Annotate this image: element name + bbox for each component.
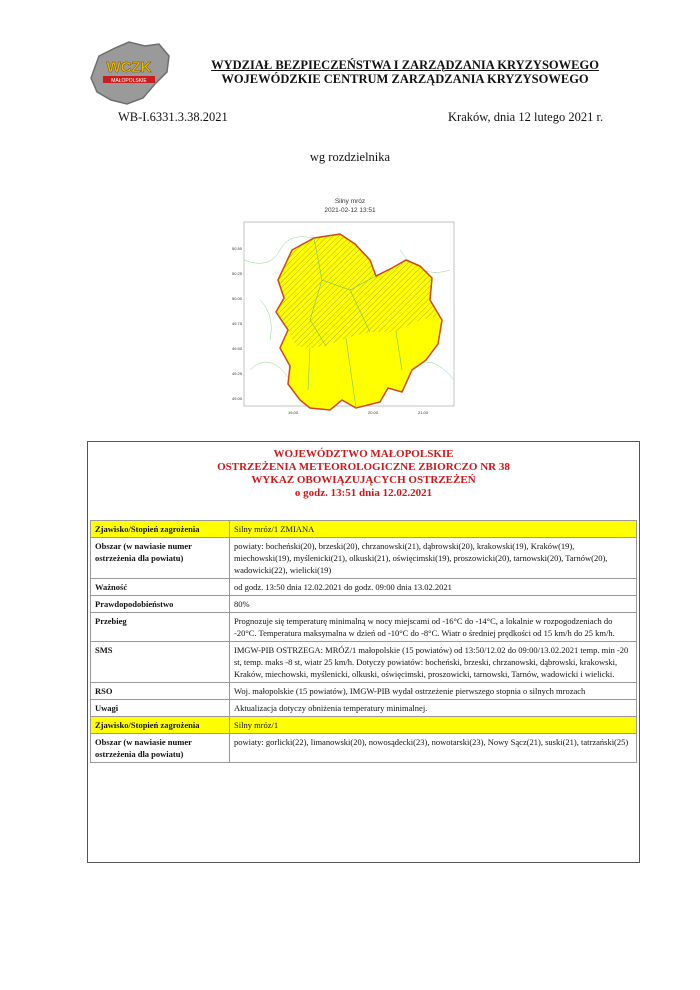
- row-value: Woj. małopolskie (15 powiatów), IMGW-PIB wydał ostrzeżenie pierwszego stopnia o silnych mrozach: [230, 683, 637, 700]
- reference-number: WB-I.6331.3.38.2021: [118, 110, 228, 124]
- row-key: SMS: [91, 642, 230, 683]
- table-row: [91, 700, 637, 717]
- box-title-4: o godz. 13:51 dnia 12.02.2021: [294, 487, 433, 499]
- table-row: [91, 613, 637, 642]
- row-value: 80%: [230, 596, 637, 613]
- logo-subtext: MAŁOPOLSKIE: [111, 78, 147, 84]
- table-row: [91, 538, 637, 579]
- row-key: Uwagi: [91, 700, 230, 717]
- logo-text: WCZK: [106, 59, 152, 76]
- y-tick: 50.25: [232, 271, 243, 276]
- y-tick: 50.50: [232, 246, 243, 251]
- row-value: powiaty: gorlicki(22), limanowski(20), nowosądecki(23), nowotarski(23), Nowy Sącz(21), suski(21), tatrzański(25): [230, 734, 637, 763]
- box-title-1: WOJEWÓDZTWO MAŁOPOLSKIE: [273, 448, 454, 460]
- table-row: [91, 734, 637, 763]
- y-tick: 49.25: [232, 371, 243, 376]
- row-key: RSO: [91, 683, 230, 700]
- y-tick: 49.00: [232, 396, 243, 401]
- row-value: Aktualizacja dotyczy obniżenia temperatury minimalnej.: [230, 700, 637, 717]
- row-key: Obszar (w nawiasie numer ostrzeżenia dla powiatu): [91, 734, 230, 763]
- place-date: Kraków, dnia 12 lutego 2021 r.: [448, 110, 604, 124]
- warnings-table: [90, 520, 637, 763]
- x-tick: 20.00: [368, 410, 379, 415]
- x-tick: 19.00: [288, 410, 299, 415]
- row-key: Prawdopodobieństwo: [91, 596, 230, 613]
- row-value: IMGW-PIB OSTRZEGA: MRÓZ/1 małopolskie (15 powiatów) od 13:50/12.02 do 09:00/13.02.2021 temp. min -20 st, temp. maks -8 st, wiatr 25 km/h. Dotyczy powiatów: bocheński, brzeski, chrzanowski, dąbrowski, krakowski, Kraków, miechowski, myślenicki, olkuski, oświęcimski, proszowicki, tarnowski, Tarnów, wadowicki i wielicki.: [230, 642, 637, 683]
- warning-box-header: [88, 442, 639, 520]
- box-title-2: OSTRZEŻENIA METEOROLOGICZNE ZBIORCZO NR 38: [217, 461, 510, 473]
- header-line-2: WOJEWÓDZKIE CENTRUM ZARZĄDZANIA KRYZYSOWEGO: [221, 72, 589, 86]
- row-key: Ważność: [91, 579, 230, 596]
- row-key: Obszar (w nawiasie numer ostrzeżenia dla powiatu): [91, 538, 230, 579]
- row-value: od godz. 13:50 dnia 12.02.2021 do godz. 09:00 dnia 13.02.2021: [230, 579, 637, 596]
- wczk-logo: [85, 38, 175, 108]
- y-tick: 49.50: [232, 346, 243, 351]
- map-timestamp: 2021-02-12 13:51: [324, 207, 376, 214]
- map-title: Silny mróz: [334, 198, 366, 205]
- row-key: Przebieg: [91, 613, 230, 642]
- y-tick: 50.00: [232, 296, 243, 301]
- table-row: [91, 683, 637, 700]
- row-key: Zjawisko/Stopień zagrożenia: [91, 521, 230, 538]
- distribution-note: wg rozdzielnika: [309, 150, 391, 164]
- x-tick: 21.00: [418, 410, 429, 415]
- y-tick: 49.75: [232, 321, 243, 326]
- box-title-3: WYKAZ OBOWIĄZUJĄCYCH OSTRZEŻEŃ: [251, 474, 476, 486]
- row-value: Prognozuje się temperaturę minimalną w nocy miejscami od -16°C do -14°C, a lokalnie w rozpogodzeniach do -20°C. Temperatura maksymalna w dzień od -10°C do -8°C. Wiatr o średniej prędkości od 15 km/h do 25 km/h.: [230, 613, 637, 642]
- row-value: powiaty: bocheński(20), brzeski(20), chrzanowski(21), dąbrowski(20), krakowski(19), Kraków(19), miechowski(19), myślenicki(21), olkuski(21), oświęcimski(19), proszowicki(20), tarnowski(20), Tarnów(20), wadowicki(22), wielicki(19): [230, 538, 637, 579]
- table-row: [91, 717, 637, 734]
- header-line-1: WYDZIAŁ BEZPIECZEŃSTWA I ZARZĄDZANIA KRYZYSOWEGO: [211, 58, 599, 72]
- table-row: [91, 579, 637, 596]
- row-value: Silny mróz/1: [230, 717, 637, 734]
- table-row: [91, 521, 637, 538]
- warning-map: [230, 220, 456, 420]
- table-row: [91, 596, 637, 613]
- row-value: Silny mróz/1 ZMIANA: [230, 521, 637, 538]
- row-key: Zjawisko/Stopień zagrożenia: [91, 717, 230, 734]
- warning-box: [87, 441, 640, 863]
- table-row: [91, 642, 637, 683]
